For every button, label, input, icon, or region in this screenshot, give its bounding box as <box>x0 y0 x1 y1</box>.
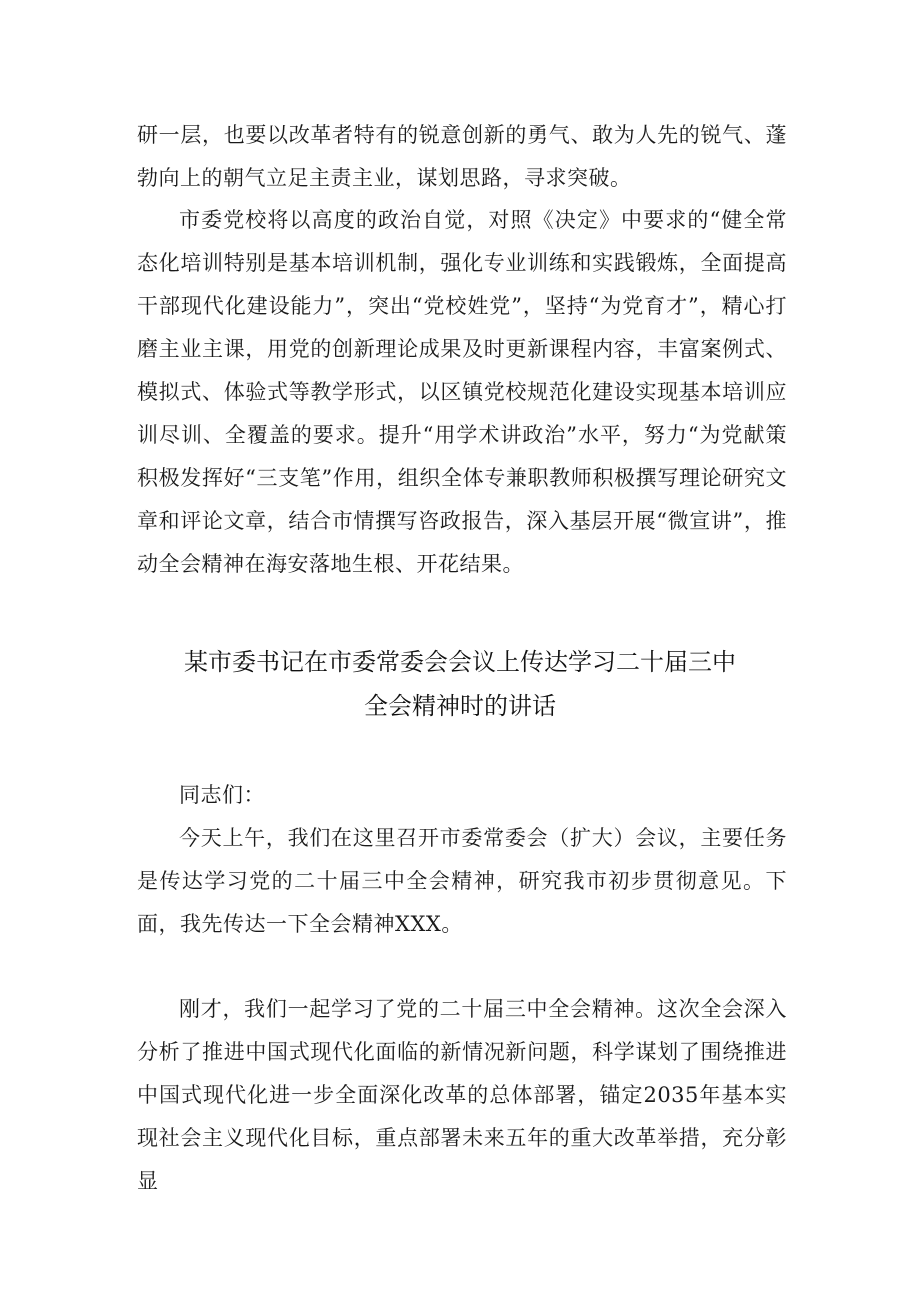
paragraph-opening: 今天上午，我们在这里召开市委常委会（扩大）会议，主要任务是传达学习党的二十届三中全会精神，研究我市初步贯彻意见。下面，我先传达一下全会精神XXX。 <box>137 826 787 936</box>
paragraph-party-school: 市委党校将以高度的政治自觉，对照《决定》中要求的“健全常态化培训特别是基本培训机制，强化专业训练和实践锻炼，全面提高干部现代化建设能力”，突出“党校姓党”，坚持“为党育才”，精心打磨主业主课，用党的创新理论成果及时更新课程内容，丰富案例式、模拟式、体验式等教学形式，以区镇党校规范化建设实现基本培训应训尽训、全覆盖的要求。提升“用学术讲政治”水平，努力“为党献策积极发挥好“三支笔”作用，组织全体专兼职教师积极撰写理论研究文章和评论文章，结合市情撰写咨政报告，深入基层开展“微宣讲”，推动全会精神在海安落地生根、开花结果。 <box>137 208 787 576</box>
speech-title-line-1: 某市委书记在市委常委会会议上传达学习二十届三中 <box>184 648 736 676</box>
speech-title <box>100 640 820 728</box>
greeting: 同志们： <box>179 783 265 807</box>
paragraph-continuation: 研一层，也要以改革者特有的锐意创新的勇气、敢为人先的锐气、蓬勃向上的朝气立足主责主业，谋划思路，寻求突破。 <box>137 123 787 190</box>
speech-title-line-2: 全会精神时的讲话 <box>364 692 556 720</box>
paragraph-summary: 刚才，我们一起学习了党的二十届三中全会精神。这次全会深入分析了推进中国式现代化面临的新情况新问题，科学谋划了围绕推进中国式现代化进一步全面深化改革的总体部署，锚定2035年基本实现社会主义现代化目标，重点部署未来五年的重大改革举措，充分彰显 <box>137 997 787 1193</box>
